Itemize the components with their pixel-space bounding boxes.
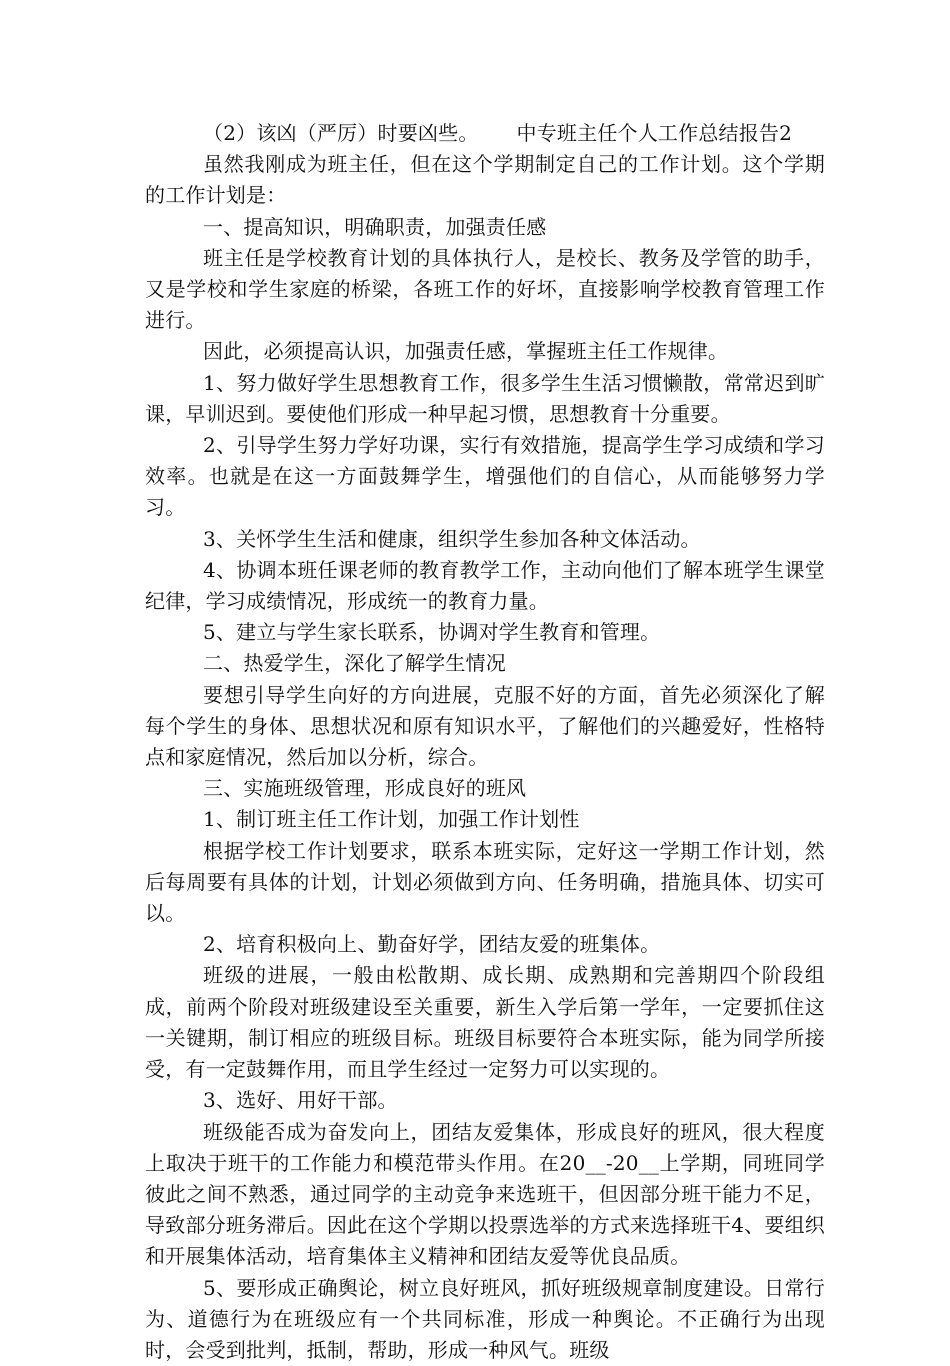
list-item: 4、协调本班任课老师的教育教学工作，主动向他们了解本班学生课堂纪律，学习成绩情况，形成统一的教育力量。 <box>145 557 825 614</box>
list-item: 2、培育积极向上、勤奋好学，团结友爱的班集体。 <box>203 932 661 957</box>
paragraph: 根据学校工作计划要求，联系本班实际，定好这一学期工作计划，然后每周要有具体的计划，计划必须做到方向、任务明确，措施具体、切实可以。 <box>145 838 825 926</box>
list-item: 1、制订班主任工作计划，加强工作计划性 <box>203 807 580 832</box>
paragraph-opening <box>145 118 825 149</box>
document-page <box>145 118 825 1366</box>
paragraph: 要想引导学生向好的方向进展，克服不好的方面，首先必须深化了解每个学生的身体、思想状况和原有知识水平，了解他们的兴趣爱好，性格特点和家庭情况，然后加以分析，综合。 <box>145 682 825 770</box>
paragraph: 班级的进展，一般由松散期、成长期、成熟期和完善期四个阶段组成，前两个阶段对班级建设至关重要，新生入学后第一学年，一定要抓住这一关键期，制订相应的班级目标。班级目标要符合本班实际，能为同学所接受，有一定鼓舞作用，而且学生经过一定努力可以实现的。 <box>145 963 825 1082</box>
list-item: 2、引导学生努力学好功课，实行有效措施，提高学生学习成绩和学习效率。也就是在这一方面鼓舞学生，增强他们的自信心，从而能够努力学习。 <box>145 433 825 520</box>
paragraph: 班主任是学校教育计划的具体执行人，是校长、教务及学管的助手，又是学校和学生家庭的桥梁，各班工作的好坏，直接影响学校教育管理工作进行。 <box>145 245 825 333</box>
section-heading: 三、实施班级管理，形成良好的班风 <box>203 776 527 801</box>
paragraph-text: （2）该凶（严厉）时要凶些。 <box>203 121 479 145</box>
section-heading: 一、提高知识，明确职责，加强责任感 <box>203 214 547 239</box>
paragraph: 班级能否成为奋发向上，团结友爱集体，形成良好的班风，很大程度上取决于班干的工作能力和模范带头作用。在20__-20__上学期，同班同学彼此之间不熟悉，通过同学的主动竞争来选班干，但因部分班干能力不足，导致部分班务滞后。因此在这个学期以投票选举的方式来选择班干4、要组织和开展集体活动，培育集体主义精神和团结友爱等优良品质。 <box>145 1119 825 1269</box>
list-item: 3、选好、用好干部。 <box>203 1088 398 1113</box>
paragraph: 因此，必须提高认识，加强责任感，掌握班主任工作规律。 <box>203 339 729 364</box>
list-item: 3、关怀学生生活和健康，组织学生参加各种文体活动。 <box>203 526 701 551</box>
list-item: 1、努力做好学生思想教育工作，很多学生生活习惯懒散，常常迟到旷课，早训迟到。要使他们形成一种早起习惯，思想教育十分重要。 <box>145 370 825 426</box>
paragraph: 虽然我刚成为班主任，但在这个学期制定自己的工作计划。这个学期的工作计划是： <box>145 152 825 208</box>
list-item: 5、要形成正确舆论，树立良好班风，抓好班级规章制度建设。日常行为、道德行为在班级应有一个共同标准，形成一种舆论。不正确行为出现时，会受到批判，抵制，帮助，形成一种风气。班级 <box>145 1275 825 1362</box>
list-item: 5、建立与学生家长联系，协调对学生教育和管理。 <box>203 620 661 645</box>
section-heading: 二、热爱学生，深化了解学生情况 <box>203 651 506 676</box>
document-title: 中专班主任个人工作总结报告2 <box>516 121 793 145</box>
